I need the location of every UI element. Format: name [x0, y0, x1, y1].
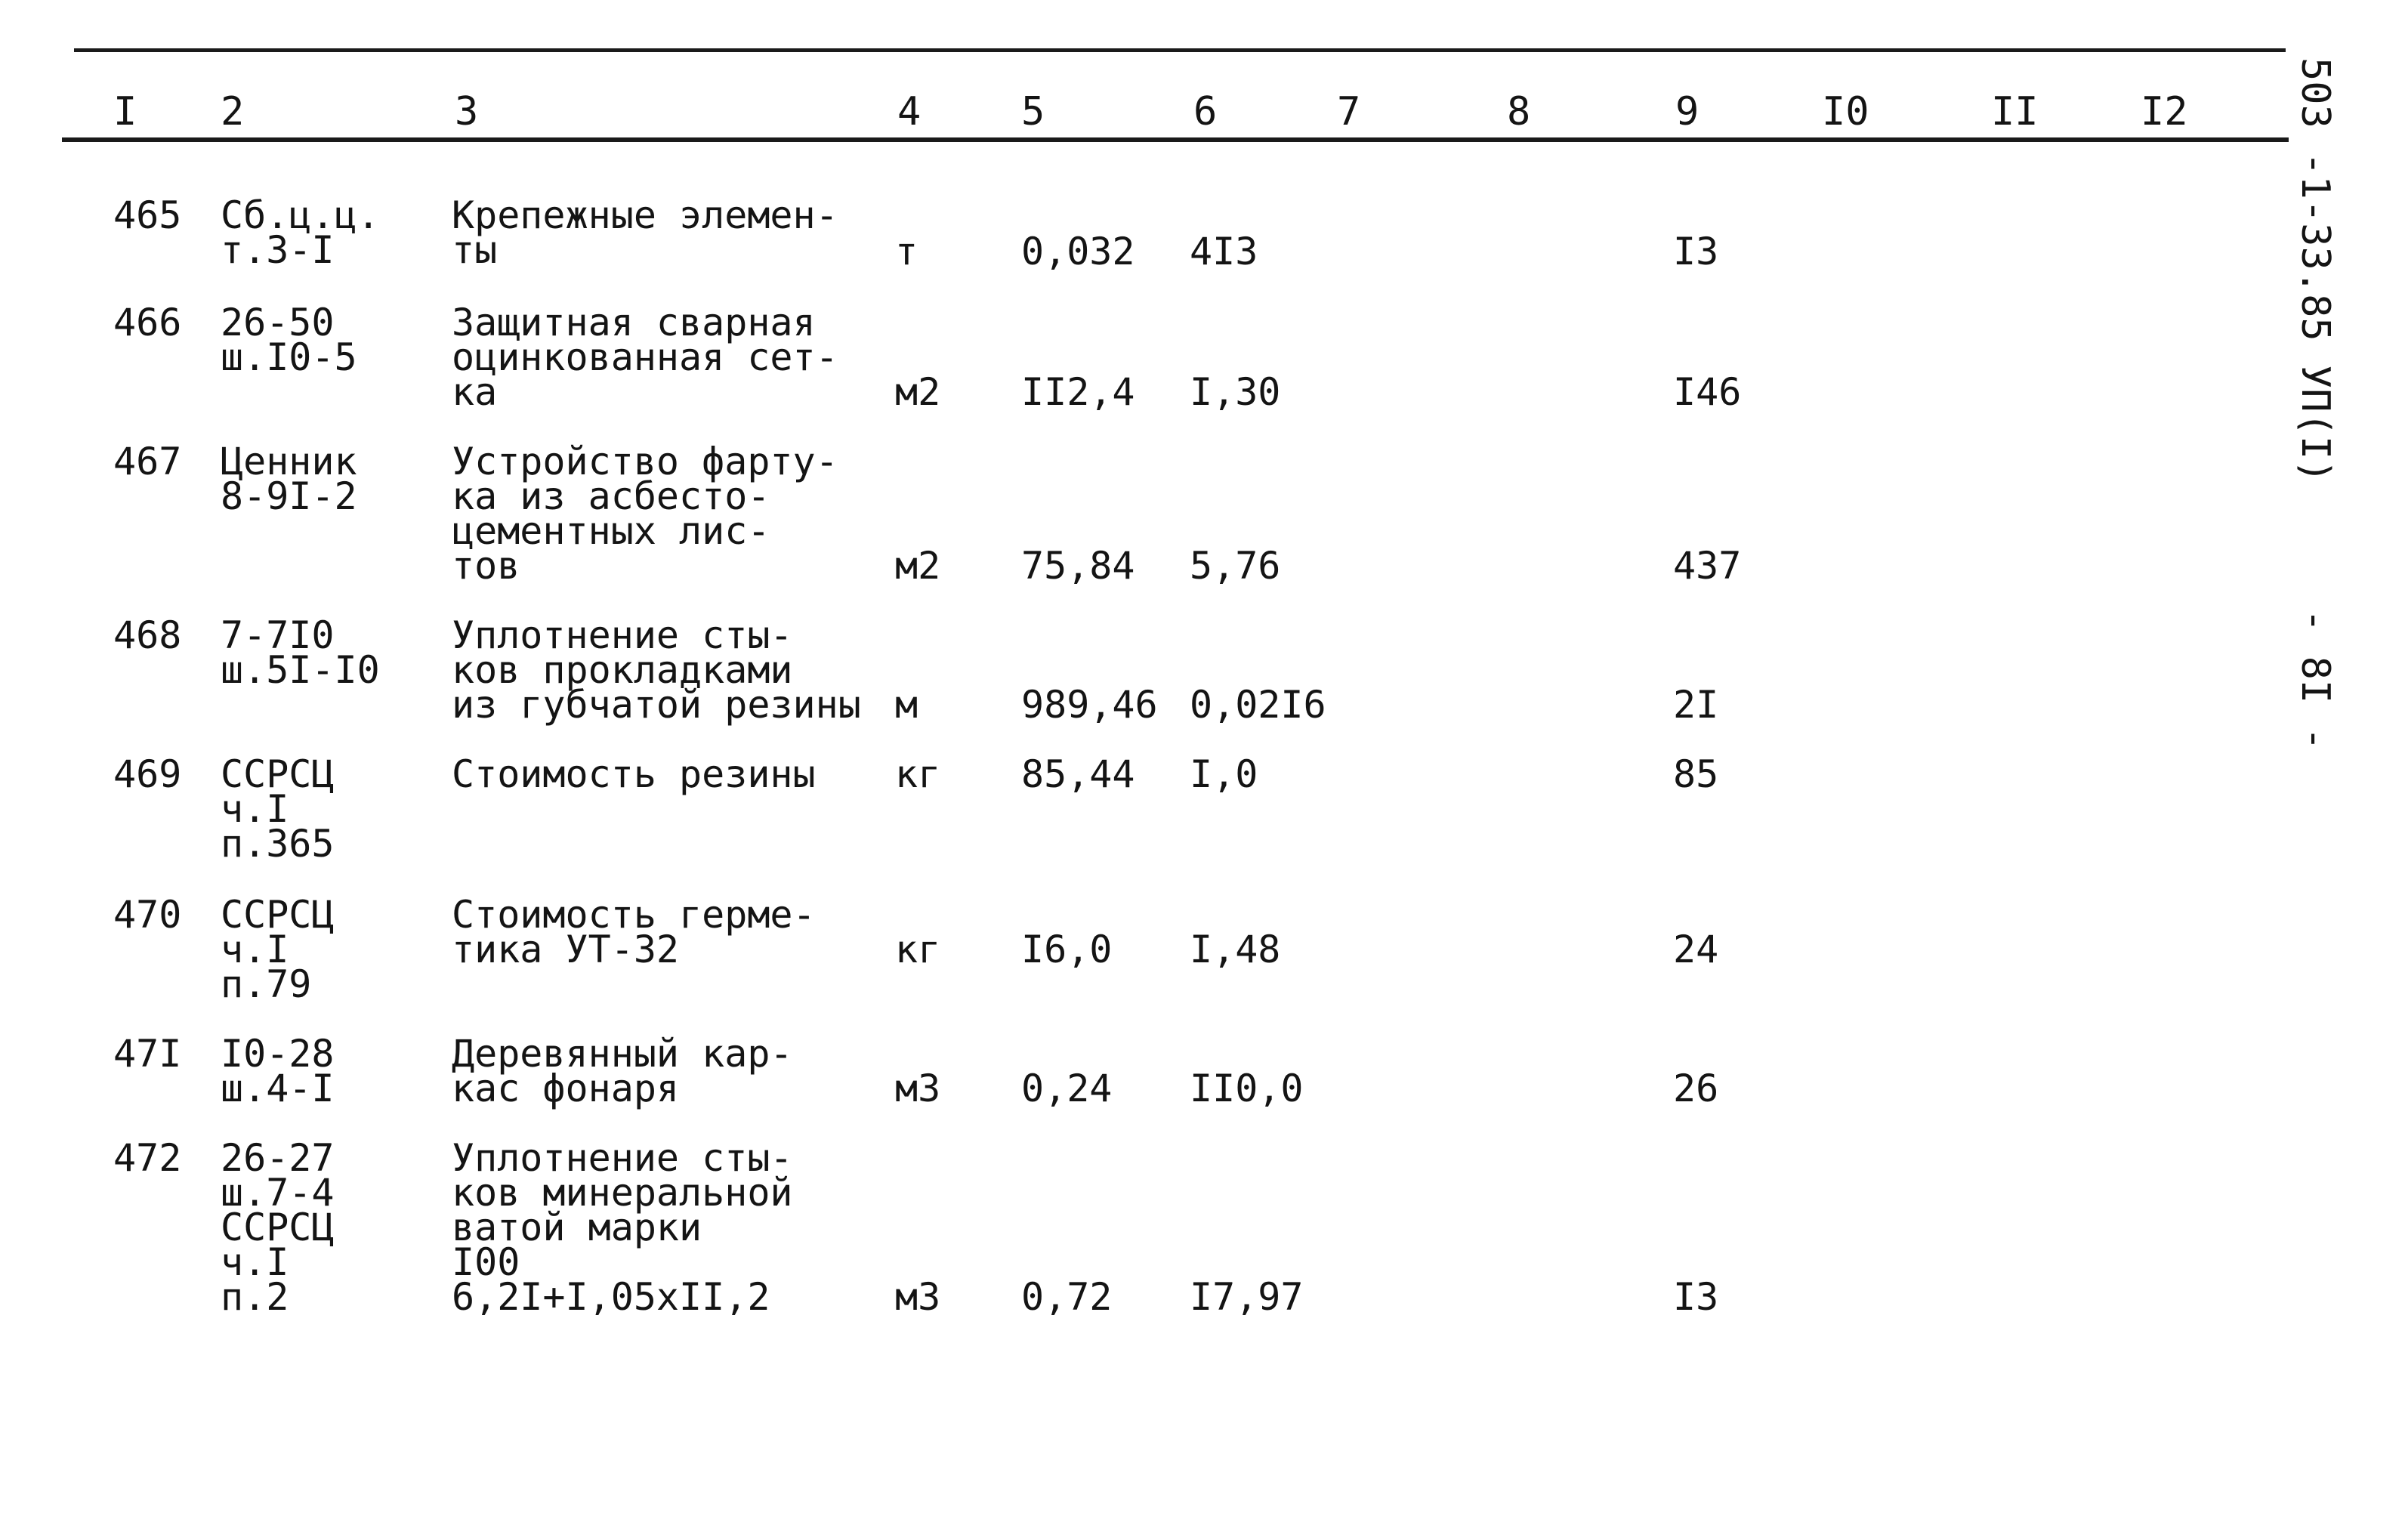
header-col-9: 9 — [1675, 89, 1699, 134]
header-col-6: 6 — [1193, 89, 1218, 134]
side-margin — [2274, 57, 2357, 813]
header-col-3: 3 — [455, 89, 479, 134]
row-total: 85 — [1673, 752, 1719, 796]
row-quantity: I6,0 — [1021, 928, 1113, 971]
row-total: 26 — [1673, 1067, 1719, 1110]
header-col-10: I0 — [1822, 89, 1869, 134]
row-number: 466 — [113, 301, 182, 344]
header-col-1: I — [113, 89, 137, 134]
header-col-12: I2 — [2141, 89, 2188, 134]
document-code-text: 503 -1-33.85 УП(I) — [2292, 57, 2338, 483]
row-number: 465 — [113, 193, 182, 237]
header-col-4: 4 — [897, 89, 922, 134]
row-work-name: Защитная сварная оцинкованная сет- ка — [452, 301, 838, 414]
header-col-5: 5 — [1021, 89, 1045, 134]
row-number: 47I — [113, 1032, 182, 1076]
row-work-name: Стоимость герме- тика УТ-32 — [452, 893, 816, 971]
row-reference: ССРСЦ ч.I п.365 — [221, 752, 335, 866]
row-work-name: Уплотнение сты- ков минеральной ватой марки I00 6,2I+I,05хII,2 — [452, 1136, 793, 1319]
row-work-name: Деревянный кар- кас фонаря — [452, 1032, 793, 1110]
header-col-8: 8 — [1507, 89, 1531, 134]
row-reference: 26-50 ш.I0-5 — [221, 301, 357, 379]
row-quantity: 85,44 — [1021, 752, 1135, 796]
row-number: 468 — [113, 613, 182, 657]
row-total: I3 — [1673, 230, 1719, 273]
header-rule — [62, 137, 2289, 142]
row-work-name: Уплотнение сты- ков прокладками из губчатой резины — [452, 613, 861, 727]
row-unit: кг — [895, 928, 941, 971]
row-number: 469 — [113, 752, 182, 796]
row-unit-price: 4I3 — [1190, 230, 1258, 273]
row-quantity: 0,24 — [1021, 1067, 1113, 1110]
row-unit: м — [895, 683, 918, 727]
row-work-name: Крепежные элемен- ты — [452, 193, 838, 272]
row-work-name: Устройство фарту- ка из асбесто- цементных лис- тов — [452, 440, 838, 588]
row-unit-price: I7,97 — [1190, 1275, 1304, 1319]
document-code — [2274, 57, 2357, 483]
row-unit: т — [895, 230, 918, 273]
row-unit-price: I,48 — [1190, 928, 1281, 971]
row-unit: м3 — [895, 1275, 941, 1319]
row-quantity: 989,46 — [1021, 683, 1158, 727]
row-total: I3 — [1673, 1275, 1719, 1319]
header-col-7: 7 — [1337, 89, 1361, 134]
row-number: 472 — [113, 1136, 182, 1180]
row-work-name: Стоимость резины — [452, 752, 816, 796]
header-col-2: 2 — [221, 89, 245, 134]
row-reference: ССРСЦ ч.I п.79 — [221, 893, 335, 1006]
row-unit-price: I,0 — [1190, 752, 1258, 796]
row-unit-price: II0,0 — [1190, 1067, 1304, 1110]
row-total: I46 — [1673, 370, 1742, 414]
row-reference: Ценник 8-9I-2 — [221, 440, 357, 518]
row-unit: м3 — [895, 1067, 941, 1110]
row-quantity: 0,72 — [1021, 1275, 1113, 1319]
top-rule — [74, 48, 2286, 52]
row-reference: 26-27 ш.7-4 ССРСЦ ч.I п.2 — [221, 1136, 335, 1319]
row-quantity: 75,84 — [1021, 544, 1135, 588]
row-reference: Сб.ц.ц. т.3-I — [221, 193, 380, 272]
row-number: 470 — [113, 893, 182, 937]
header-col-11: II — [1991, 89, 2039, 134]
row-number: 467 — [113, 440, 182, 483]
row-total: 2I — [1673, 683, 1719, 727]
row-unit-price: 5,76 — [1190, 544, 1281, 588]
row-total: 437 — [1673, 544, 1742, 588]
page-number — [2274, 609, 2357, 760]
row-unit: м2 — [895, 544, 941, 588]
page-number-text: - 8I - — [2292, 609, 2338, 751]
row-quantity: II2,4 — [1021, 370, 1135, 414]
row-unit-price: I,30 — [1190, 370, 1281, 414]
row-unit-price: 0,02I6 — [1190, 683, 1326, 727]
row-reference: I0-28 ш.4-I — [221, 1032, 335, 1110]
row-unit: кг — [895, 752, 941, 796]
row-total: 24 — [1673, 928, 1719, 971]
row-unit: м2 — [895, 370, 941, 414]
row-reference: 7-7I0 ш.5I-I0 — [221, 613, 380, 692]
row-quantity: 0,032 — [1021, 230, 1135, 273]
